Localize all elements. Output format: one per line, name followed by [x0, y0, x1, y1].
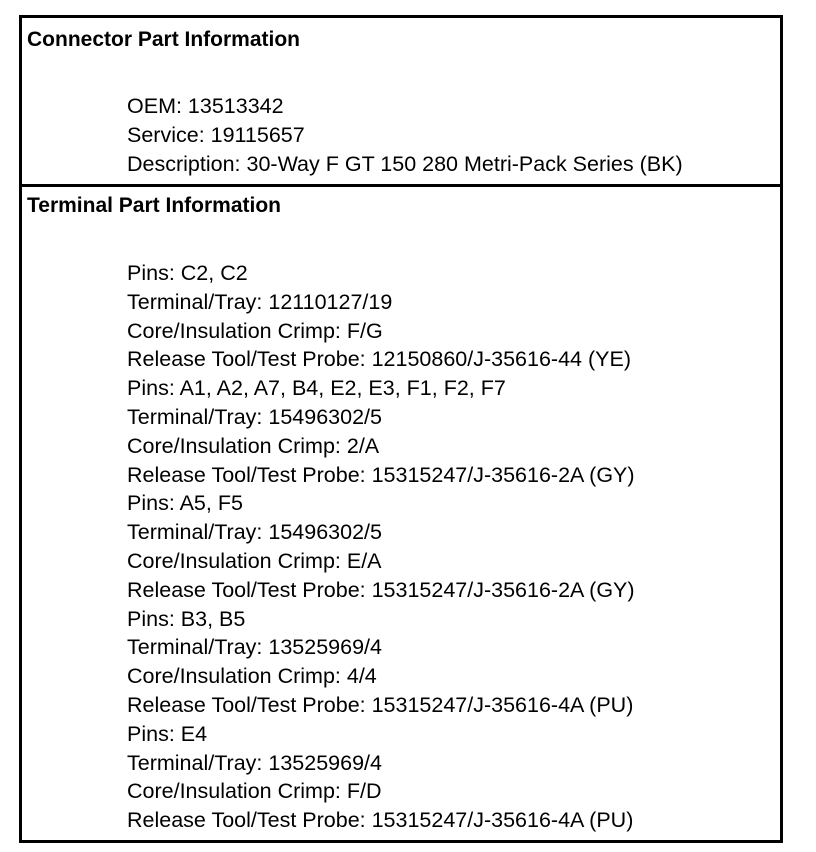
terminal-line: Core/Insulation Crimp: E/A [127, 548, 382, 573]
terminal-details [127, 259, 635, 835]
terminal-line: Release Tool/Test Probe: 12150860/J-35616-44 (YE) [127, 347, 631, 372]
terminal-heading: Terminal Part Information [27, 194, 281, 217]
terminal-line: Release Tool/Test Probe: 15315247/J-35616-4A (PU) [127, 692, 634, 717]
connector-oem: OEM: 13513342 [127, 94, 284, 118]
terminal-line: Pins: C2, C2 [127, 261, 248, 285]
connector-service: Service: 19115657 [127, 122, 305, 147]
terminal-line: Terminal/Tray: 12110127/19 [127, 289, 393, 314]
terminal-line: Terminal/Tray: 15496302/5 [127, 404, 382, 429]
connector-heading: Connector Part Information [27, 28, 301, 51]
terminal-line: Pins: A1, A2, A7, B4, E2, E3, F1, F2, F7 [127, 376, 506, 401]
terminal-line: Pins: A5, F5 [127, 491, 243, 516]
terminal-line: Pins: B3, B5 [127, 606, 246, 631]
terminal-line: Core/Insulation Crimp: 2/A [127, 433, 380, 458]
connector-description: Description: 30-Way F GT 150 280 Metri-Pack Series (BK) [127, 151, 683, 176]
terminal-line: Core/Insulation Crimp: F/G [127, 318, 383, 343]
connector-details [127, 92, 683, 178]
terminal-line: Release Tool/Test Probe: 15315247/J-35616-2A (GY) [127, 577, 635, 602]
section-divider [22, 184, 780, 187]
terminal-line: Release Tool/Test Probe: 15315247/J-35616-2A (GY) [127, 462, 635, 487]
terminal-line: Release Tool/Test Probe: 15315247/J-35616-4A (PU) [127, 808, 634, 833]
part-info-table [19, 15, 783, 843]
terminal-line: Terminal/Tray: 15496302/5 [127, 520, 382, 545]
terminal-line: Terminal/Tray: 13525969/4 [127, 635, 382, 660]
terminal-line: Core/Insulation Crimp: F/D [127, 779, 382, 804]
terminal-line: Core/Insulation Crimp: 4/4 [127, 664, 377, 689]
terminal-line: Terminal/Tray: 13525969/4 [127, 750, 382, 775]
terminal-line: Pins: E4 [127, 721, 208, 746]
